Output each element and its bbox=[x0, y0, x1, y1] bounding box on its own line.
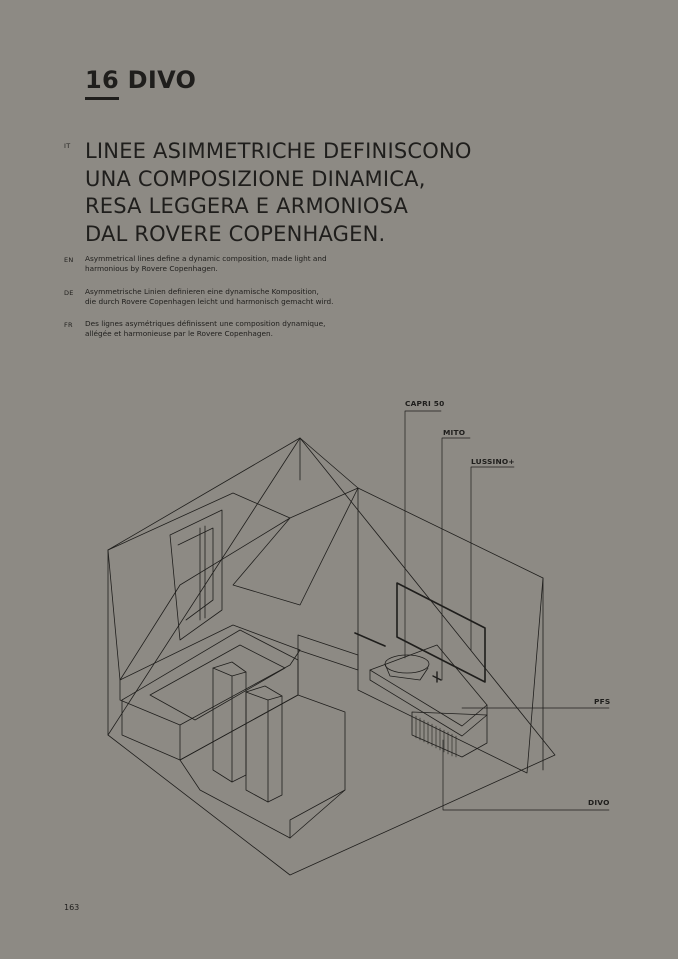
tall-unit-left bbox=[213, 662, 246, 782]
washbasin-capri bbox=[385, 655, 429, 673]
leader-lines bbox=[405, 411, 609, 810]
label-lussino: LUSSINO+ bbox=[471, 457, 515, 466]
paragraph-line: die durch Rovere Copenhagen leicht und harmonisch gemacht wird. bbox=[85, 296, 334, 306]
paragraph-line: Des lignes asymétriques définissent une composition dynamique, bbox=[85, 319, 326, 328]
roof-plane-right bbox=[233, 488, 358, 605]
vanity-slats bbox=[416, 716, 456, 757]
headline-line: UNA COMPOSIZIONE DINAMICA, bbox=[85, 166, 426, 191]
tub-platform bbox=[180, 695, 345, 838]
label-capri: CAPRI 50 bbox=[405, 399, 445, 408]
tap-mito bbox=[433, 672, 441, 682]
towel-rail bbox=[355, 633, 385, 646]
bathtub bbox=[122, 630, 298, 760]
lang-code-de: DE bbox=[64, 289, 74, 297]
section-number: 16 bbox=[85, 66, 119, 94]
floor-outline bbox=[108, 438, 555, 875]
countertop-pfs bbox=[370, 645, 487, 726]
left-wall bbox=[108, 438, 300, 550]
paragraph-line: Asymmetrical lines define a dynamic composition, made light and bbox=[85, 254, 327, 263]
headline-line: LINEE ASIMMETRICHE DEFINISCONO bbox=[85, 139, 472, 163]
label-divo: DIVO bbox=[588, 798, 610, 807]
paragraph-line: allégée et harmonieuse par le Rovere Copenhagen. bbox=[85, 328, 273, 338]
back-bench bbox=[298, 635, 358, 670]
paragraph-line: Asymmetrische Linien definieren eine dynamische Komposition, bbox=[85, 287, 319, 296]
headline-line: DAL ROVERE COPENHAGEN. bbox=[85, 221, 386, 246]
tall-unit-right bbox=[246, 686, 282, 802]
lang-code-it: IT bbox=[64, 142, 71, 150]
paragraph-line: harmonious by Rovere Copenhagen. bbox=[85, 263, 218, 273]
headline-line: RESA LEGGERA E ARMONIOSA bbox=[85, 194, 409, 218]
section-name: DIVO bbox=[127, 66, 197, 94]
lang-code-en: EN bbox=[64, 256, 74, 264]
lang-code-fr: FR bbox=[64, 321, 73, 329]
right-wall bbox=[358, 488, 543, 773]
label-mito: MITO bbox=[443, 428, 466, 437]
mirror-lussino bbox=[397, 583, 485, 682]
label-pfs: PFS bbox=[594, 697, 611, 706]
page-number: 163 bbox=[64, 903, 80, 912]
